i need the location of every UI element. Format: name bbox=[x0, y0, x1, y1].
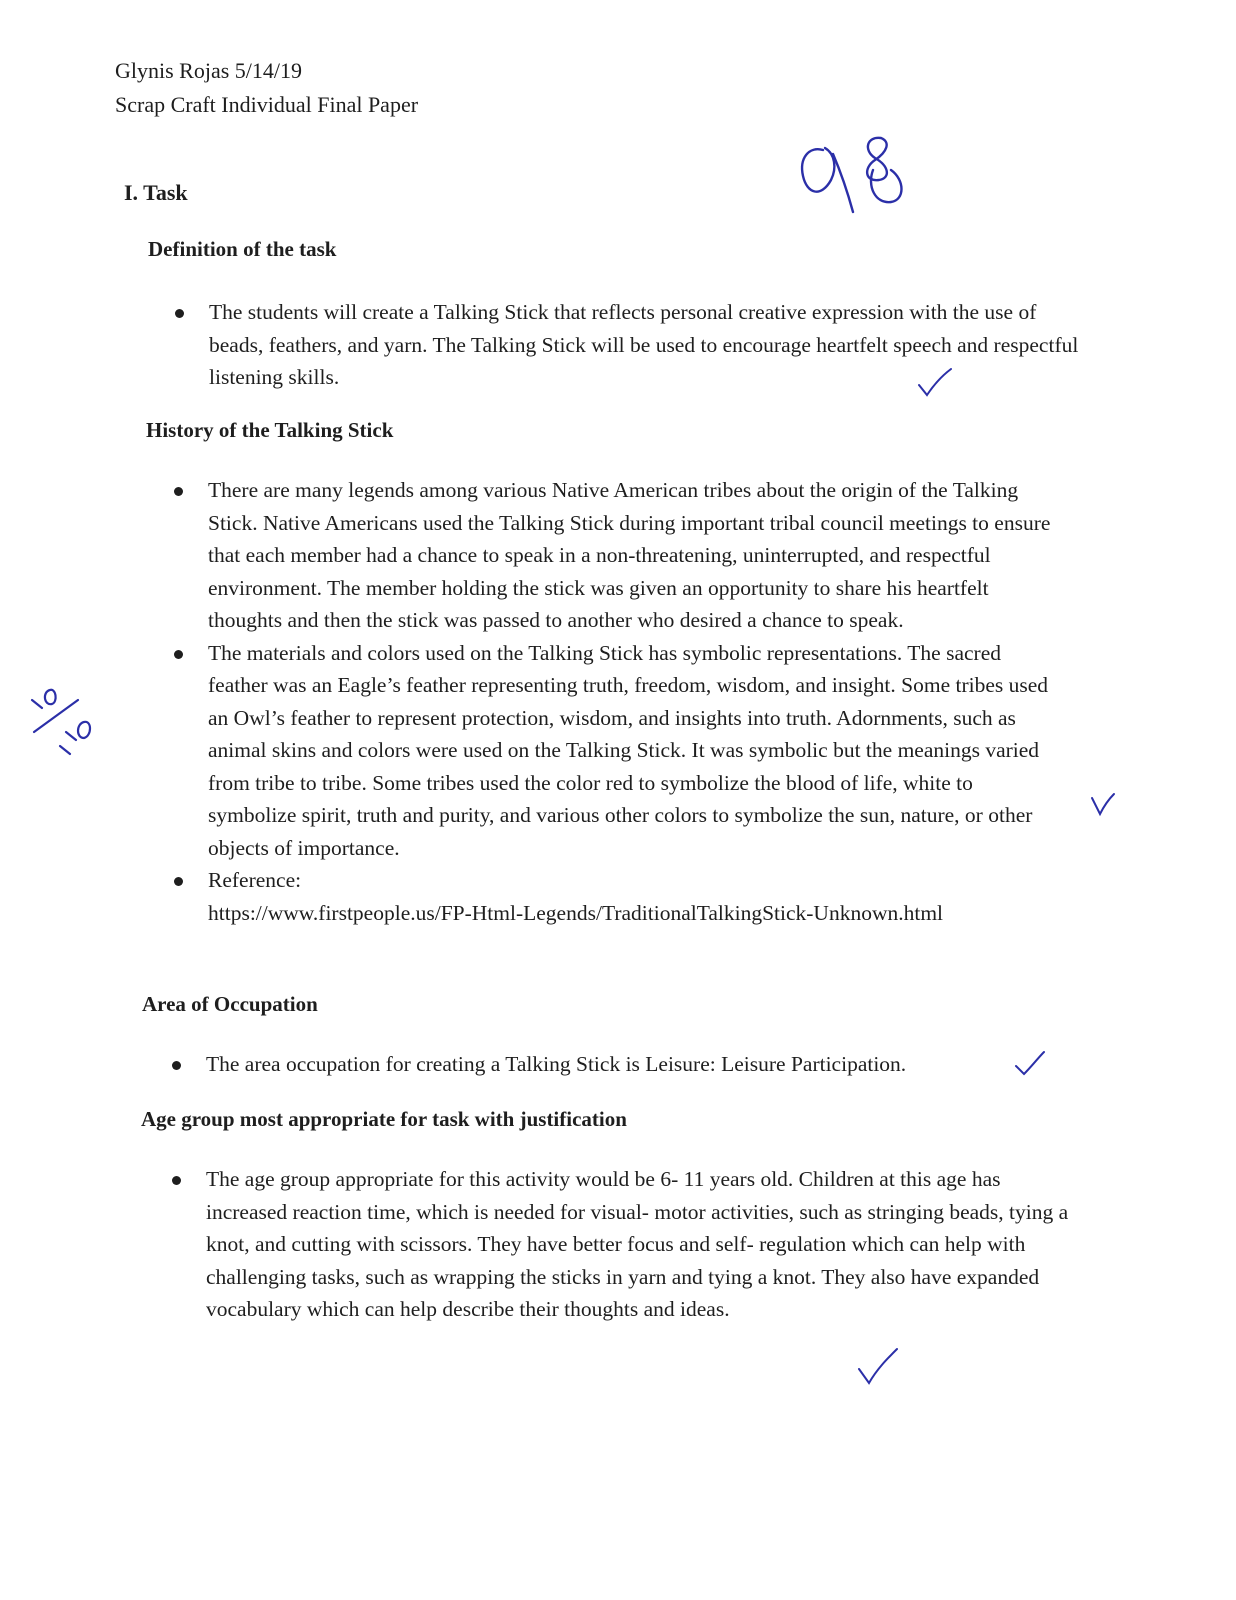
history-list bbox=[174, 474, 1054, 929]
checkmark-icon bbox=[915, 365, 955, 399]
occupation-bullet: The area occupation for creating a Talking Stick is Leisure: Leisure Participation. bbox=[172, 1048, 1032, 1081]
occupation-list bbox=[172, 1048, 1032, 1081]
checkmark-icon bbox=[1012, 1048, 1048, 1078]
checkmark-icon bbox=[855, 1345, 901, 1387]
age-group-list bbox=[172, 1163, 1072, 1326]
history-heading: History of the Talking Stick bbox=[146, 418, 394, 442]
history-bullet-origin: There are many legends among various Native American tribes about the origin of the Talking Stick. Native Americans used the Talking Stick during important tribal council meetings to ensure that each member had a chance to speak in a non-threatening, uninterrupted, and respectful environment. The member holding the stick was given an opportunity to share his heartfelt thoughts and then the stick was passed to another who desired a chance to speak. bbox=[174, 474, 1054, 637]
section-title: I. Task bbox=[124, 180, 188, 205]
author-date: Glynis Rojas 5/14/19 bbox=[115, 58, 303, 83]
paper-title: Scrap Craft Individual Final Paper bbox=[115, 92, 419, 117]
reference-label: Reference: bbox=[208, 868, 302, 892]
reference-item bbox=[174, 864, 1054, 929]
reference-url: https://www.firstpeople.us/FP-Html-Legends/TraditionalTalkingStick-Unknown.html bbox=[208, 900, 944, 925]
definition-bullet: The students will create a Talking Stick that reflects personal creative expression with the use of beads, feathers, and yarn. The Talking Stick will be used to encourage heartfelt speech and respectful listening skills. bbox=[175, 296, 1080, 394]
handwritten-score-section bbox=[26, 680, 96, 760]
history-bullet-symbolism: The materials and colors used on the Talking Stick has symbolic representations. The sacred feather was an Eagle’s feather representing truth, freedom, wisdom, and insight. Some tribes used an Owl’s feather to represent protection, wisdom, and insights into truth. Adornments, such as animal skins and colors were used on the Talking Stick. It was symbolic but the meanings varied from tribe to tribe. Some tribes used the color red to symbolize the blood of life, white to symbolize spirit, truth and purity, and various other colors to symbolize the sun, nature, or other objects of importance. bbox=[174, 637, 1054, 865]
age-group-heading: Age group most appropriate for task with justification bbox=[141, 1107, 627, 1131]
definition-heading: Definition of the task bbox=[148, 237, 337, 261]
age-group-bullet: The age group appropriate for this activity would be 6- 11 years old. Children at this age has increased reaction time, which is needed for visual- motor activities, such as stringing beads, tying a knot, and cutting with scissors. They have better focus and self- regulation which can help with challenging tasks, such as wrapping the sticks in yarn and tying a knot. They also have expanded vocabulary which can help describe their thoughts and ideas. bbox=[172, 1163, 1072, 1326]
handwritten-score-total bbox=[795, 128, 915, 223]
occupation-heading: Area of Occupation bbox=[142, 992, 318, 1016]
checkmark-icon bbox=[1088, 790, 1118, 820]
